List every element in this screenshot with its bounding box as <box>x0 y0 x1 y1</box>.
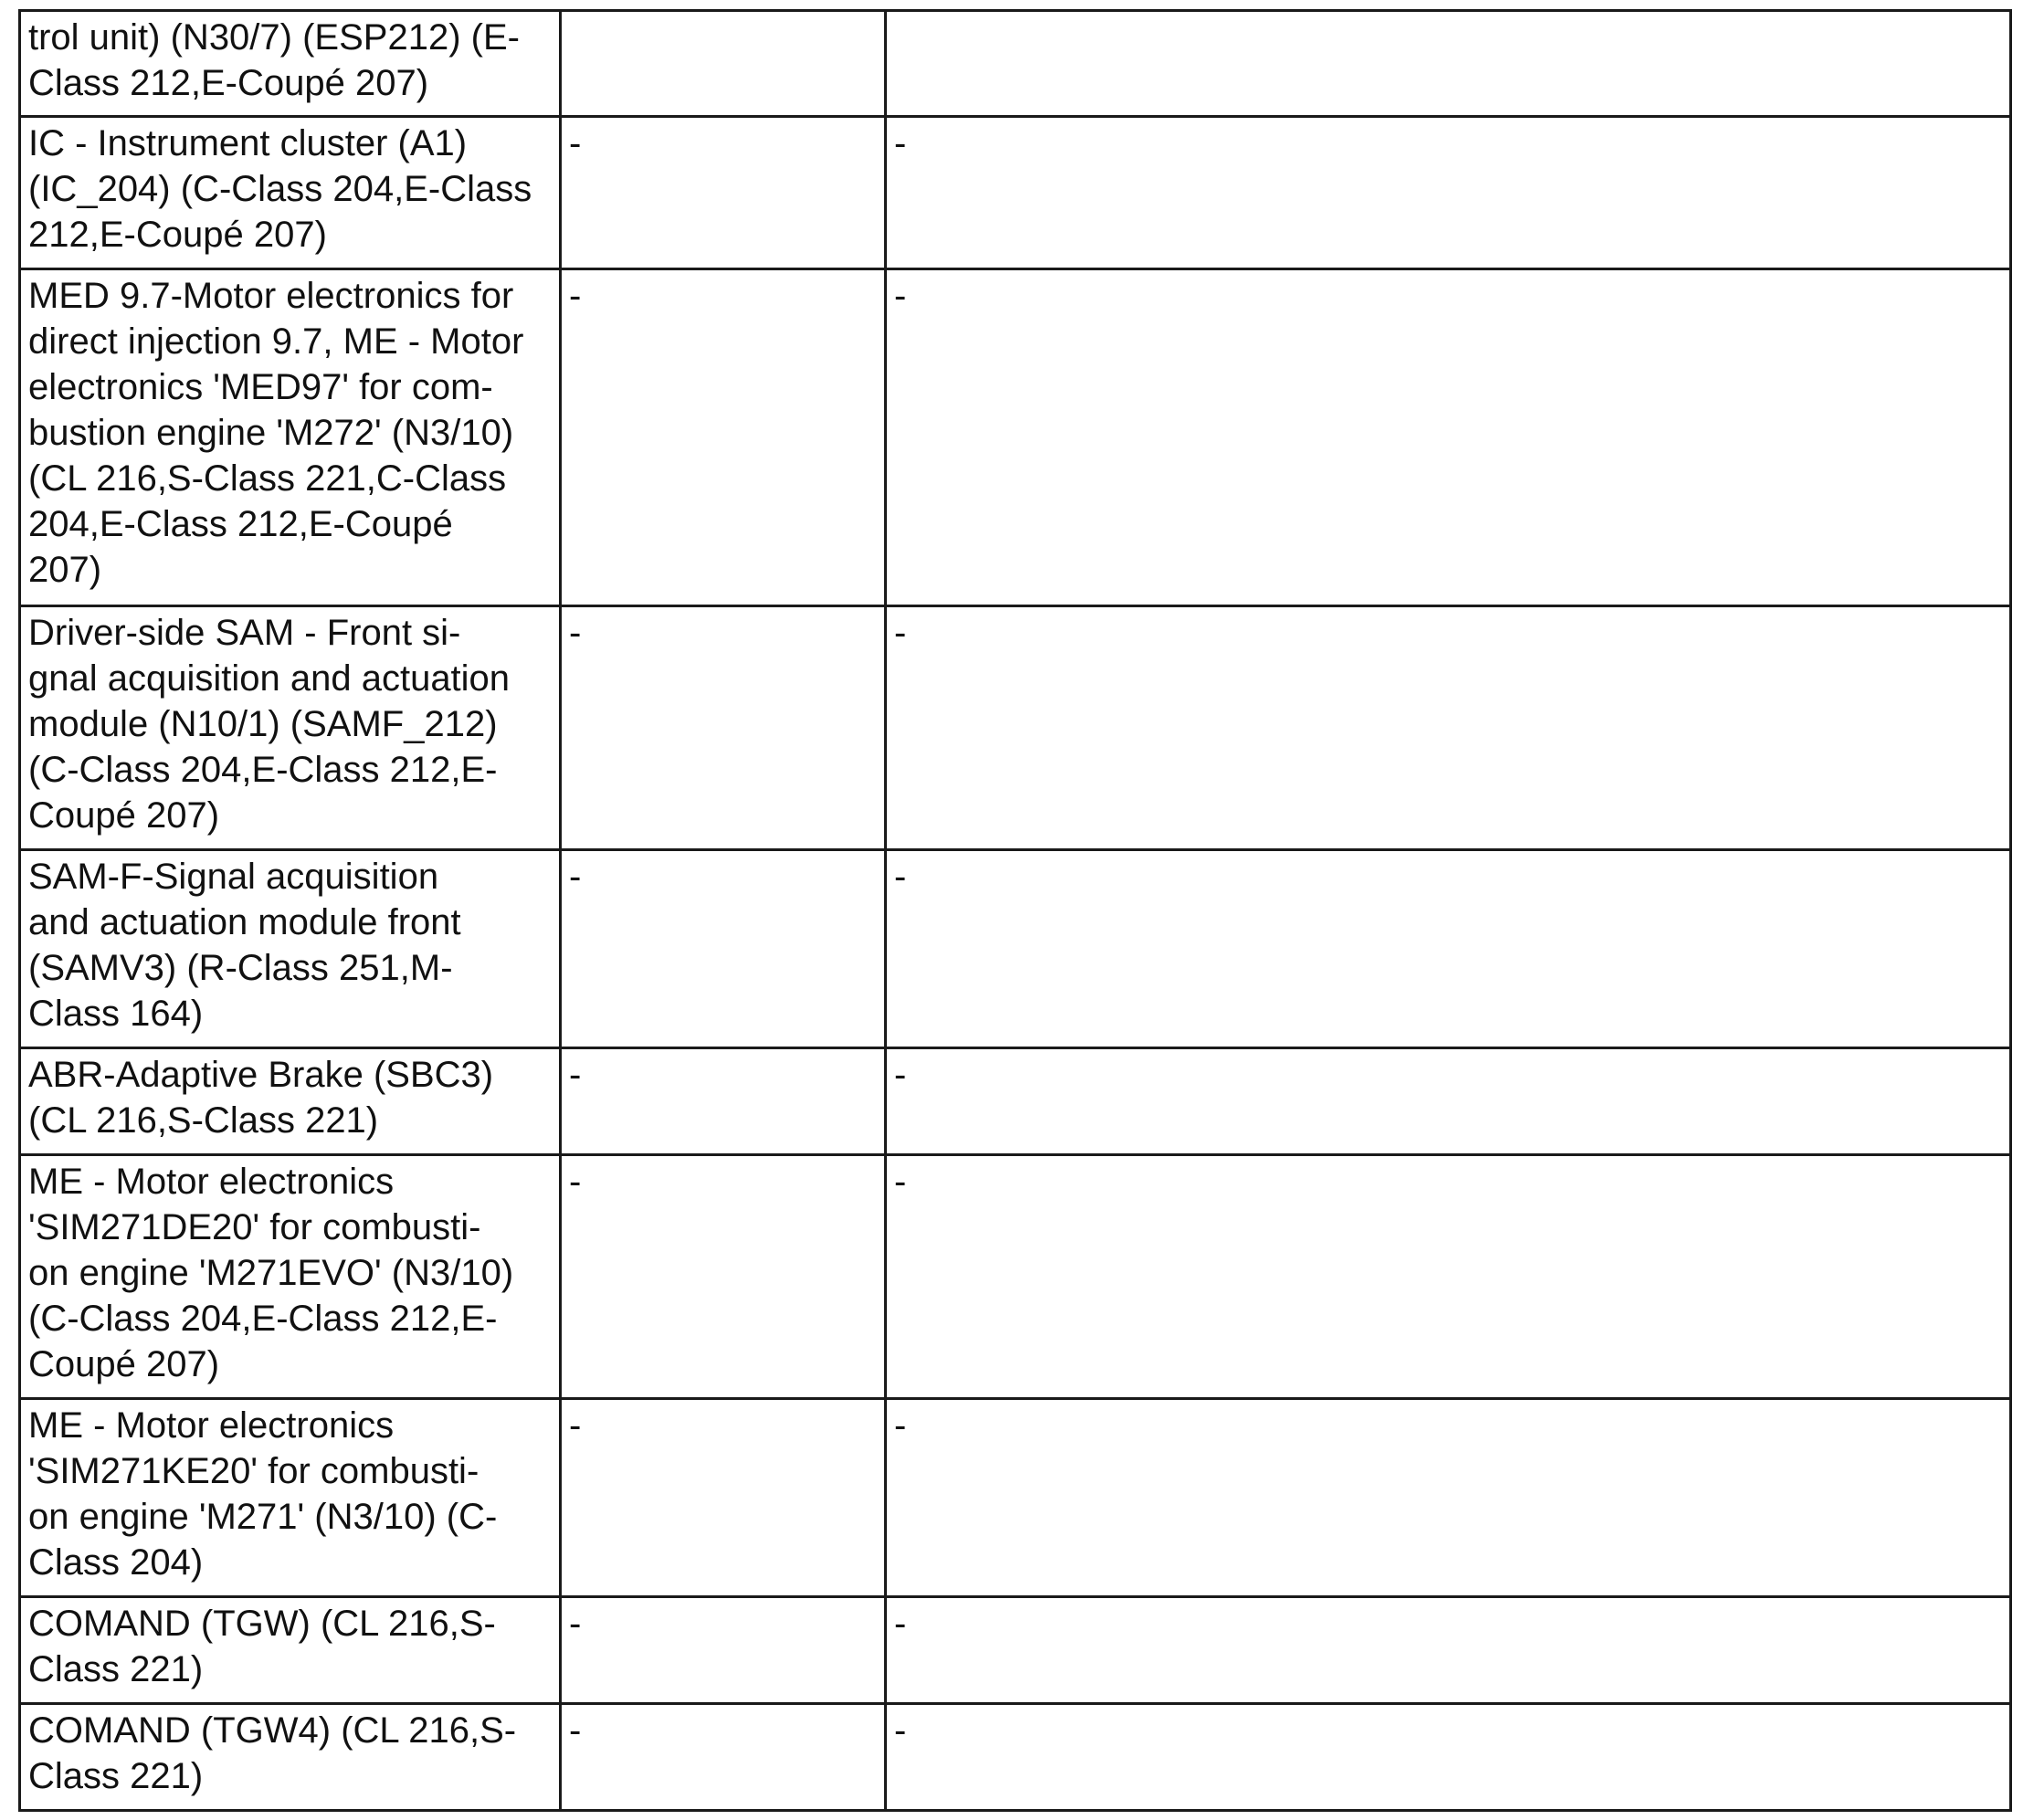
unit-cell <box>20 269 561 606</box>
unit-cell <box>20 1048 561 1155</box>
value-text: - <box>569 1405 582 1446</box>
table-row <box>20 606 2011 850</box>
value-cell <box>886 850 2011 1048</box>
unit-text: COMAND (TGW4) (CL 216,S- Class 221) <box>28 1710 517 1796</box>
unit-text: trol unit) (N30/7) (ESP212) (E- Class 212,E-Coupé 207) <box>28 17 520 103</box>
value-cell <box>561 1399 886 1597</box>
table-row <box>20 850 2011 1048</box>
value-cell <box>561 850 886 1048</box>
table-row <box>20 1704 2011 1811</box>
value-text: - <box>569 1604 582 1644</box>
value-text: - <box>569 276 582 316</box>
value-text: - <box>569 1710 582 1751</box>
value-text: - <box>894 1162 907 1202</box>
table-row <box>20 1155 2011 1399</box>
value-cell <box>561 11 886 117</box>
value-text: - <box>569 613 582 653</box>
value-text: - <box>894 1405 907 1446</box>
value-cell <box>886 606 2011 850</box>
value-cell <box>886 1597 2011 1704</box>
unit-cell <box>20 1704 561 1811</box>
value-cell <box>561 606 886 850</box>
unit-text: Driver-side SAM - Front si- gnal acquisition and actuation module (N10/1) (SAMF_212) (C-Class 204,E-Class 212,E- Coupé 207) <box>28 613 511 836</box>
unit-text: ABR-Adaptive Brake (SBC3) (CL 216,S-Class 221) <box>28 1055 494 1141</box>
value-cell <box>886 1704 2011 1811</box>
value-text: - <box>569 123 582 163</box>
value-cell <box>886 1048 2011 1155</box>
unit-cell <box>20 1597 561 1704</box>
value-text: - <box>569 1055 582 1095</box>
table-row <box>20 117 2011 269</box>
value-cell <box>561 1597 886 1704</box>
unit-text: COMAND (TGW) (CL 216,S- Class 221) <box>28 1604 496 1689</box>
table-row <box>20 1597 2011 1704</box>
value-text: - <box>894 1710 907 1751</box>
value-text: - <box>894 613 907 653</box>
unit-cell <box>20 606 561 850</box>
value-text: - <box>894 857 907 897</box>
unit-cell <box>20 11 561 117</box>
value-text: - <box>894 1055 907 1095</box>
unit-cell <box>20 850 561 1048</box>
value-cell <box>886 1155 2011 1399</box>
value-cell <box>561 117 886 269</box>
value-cell <box>886 117 2011 269</box>
value-cell <box>886 11 2011 117</box>
table-row <box>20 11 2011 117</box>
table-row <box>20 1399 2011 1597</box>
value-text: - <box>894 276 907 316</box>
unit-text: SAM-F-Signal acquisition and actuation module front (SAMV3) (R-Class 251,M- Class 164) <box>28 857 461 1034</box>
value-text: - <box>569 1162 582 1202</box>
unit-cell <box>20 1155 561 1399</box>
value-cell <box>886 1399 2011 1597</box>
table-row <box>20 269 2011 606</box>
unit-text: IC - Instrument cluster (A1) (IC_204) (C-Class 204,E-Class 212,E-Coupé 207) <box>28 123 532 255</box>
value-cell <box>561 1155 886 1399</box>
value-cell <box>561 1048 886 1155</box>
value-text: - <box>569 857 582 897</box>
value-cell <box>561 269 886 606</box>
value-cell <box>561 1704 886 1811</box>
unit-text: ME - Motor electronics 'SIM271KE20' for combusti- on engine 'M271' (N3/10) (C- Class 204) <box>28 1405 498 1583</box>
control-units-table <box>18 9 2012 1812</box>
unit-cell <box>20 117 561 269</box>
value-text: - <box>894 123 907 163</box>
value-text: - <box>894 1604 907 1644</box>
value-cell <box>886 269 2011 606</box>
unit-text: MED 9.7-Motor electronics for direct injection 9.7, ME - Motor electronics 'MED97' for com- bustion engine 'M272' (N3/10) (CL 216,S-Class 221,C-Class 204,E-Class 212,E-Coupé 207) <box>28 276 524 590</box>
unit-cell <box>20 1399 561 1597</box>
unit-text: ME - Motor electronics 'SIM271DE20' for combusti- on engine 'M271EVO' (N3/10) (C-Class 204,E-Class 212,E- Coupé 207) <box>28 1162 514 1384</box>
table-row <box>20 1048 2011 1155</box>
